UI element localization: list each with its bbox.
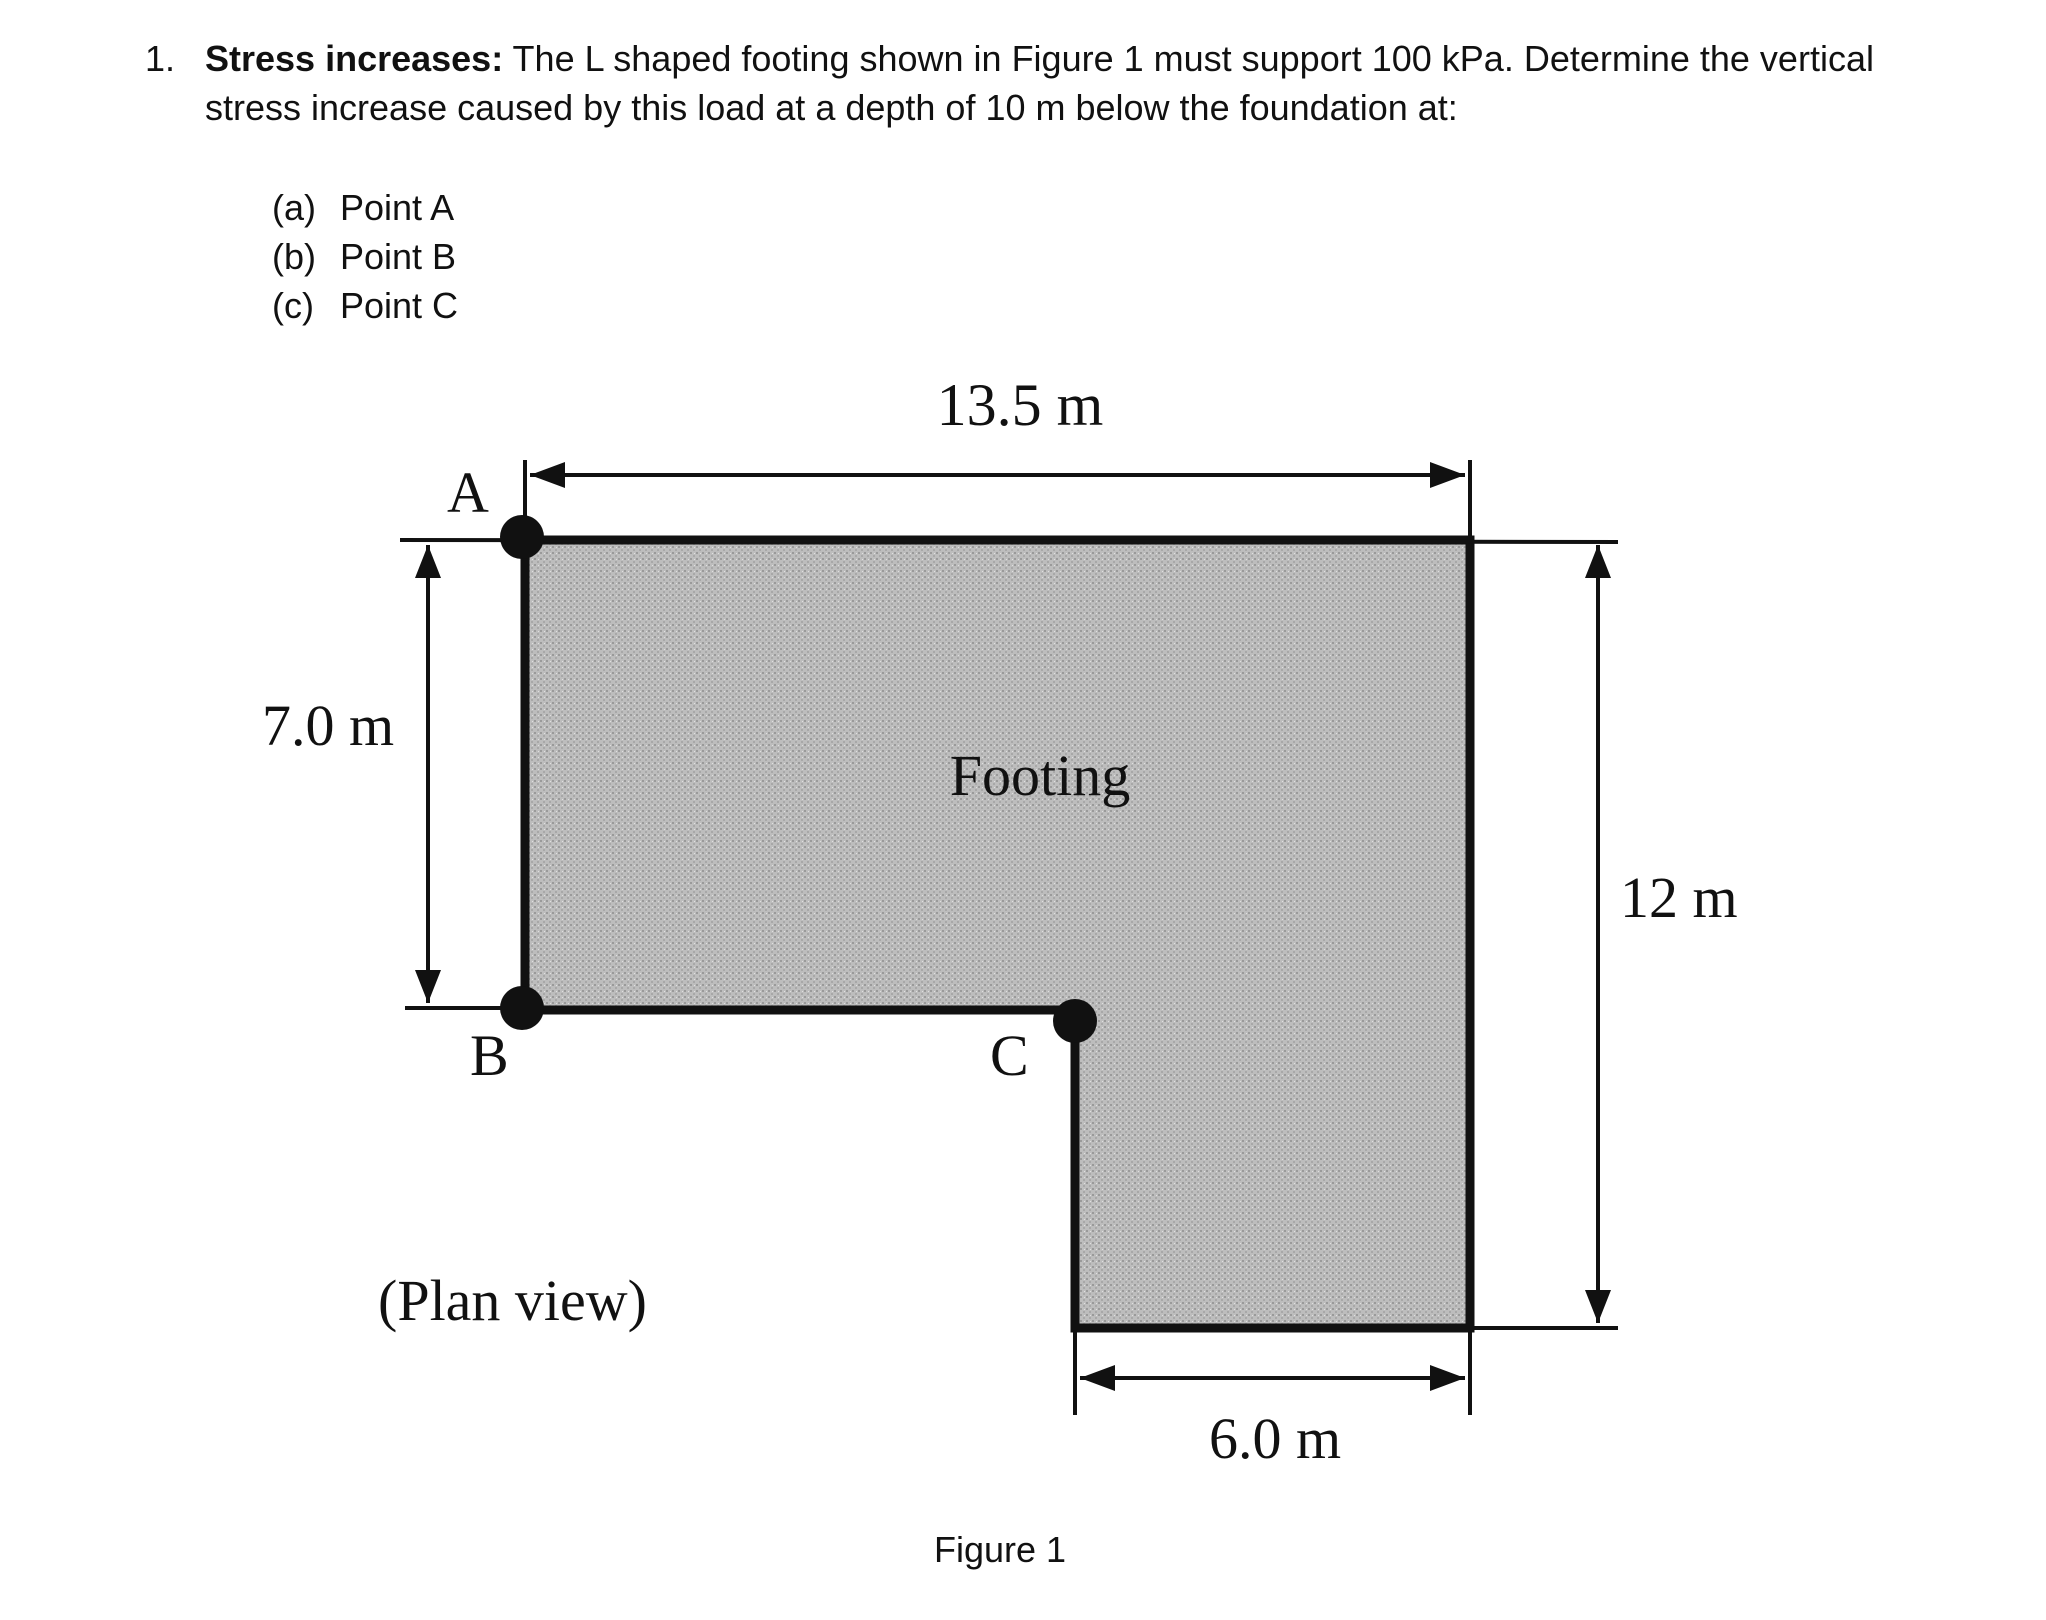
dim-top-arrow-left [530, 462, 565, 488]
part-a-tag: (a) [272, 187, 316, 228]
point-c-label: C [990, 1023, 1029, 1088]
question-body: The L shaped footing shown in Figure 1 must support 100 kPa. Determine the vertical stress increase caused by this load at a depth of 10 m below the foundation at: [205, 38, 1874, 128]
dim-bottom-label: 6.0 m [1208, 1406, 1342, 1471]
part-b-tag: (b) [272, 236, 316, 277]
plan-view-label: (Plan view) [378, 1268, 647, 1333]
dim-right-arrow-top [1585, 545, 1611, 578]
point-a-marker [500, 515, 544, 559]
dim-left-arrow-top [415, 545, 441, 578]
part-b-label: Point B [340, 236, 457, 277]
figure-caption: Figure 1 [933, 1529, 1067, 1570]
dim-top-label: 13.5 m [936, 372, 1104, 438]
part-c-tag: (c) [272, 285, 314, 326]
dim-bottom-arrow-left [1080, 1365, 1115, 1391]
ext-line-top [400, 540, 1618, 542]
dim-bottom-arrow-right [1430, 1365, 1465, 1391]
dim-left-label: 7.0 m [262, 693, 395, 758]
point-c-marker [1053, 999, 1097, 1043]
point-b-label: B [470, 1023, 509, 1088]
part-a-label: Point A [340, 187, 455, 228]
dim-right-arrow-bottom [1585, 1290, 1611, 1323]
question-title: Stress increases: [205, 38, 504, 79]
dim-right-label: 12 m [1620, 865, 1738, 930]
point-a-label: A [447, 460, 489, 525]
footing-shape [525, 540, 1470, 1328]
dim-left-arrow-bottom [415, 970, 441, 1003]
question-number: 1. [145, 38, 176, 79]
dim-top-arrow-right [1430, 462, 1465, 488]
part-c-label: Point C [340, 285, 459, 326]
footing-label: Footing [949, 743, 1131, 808]
